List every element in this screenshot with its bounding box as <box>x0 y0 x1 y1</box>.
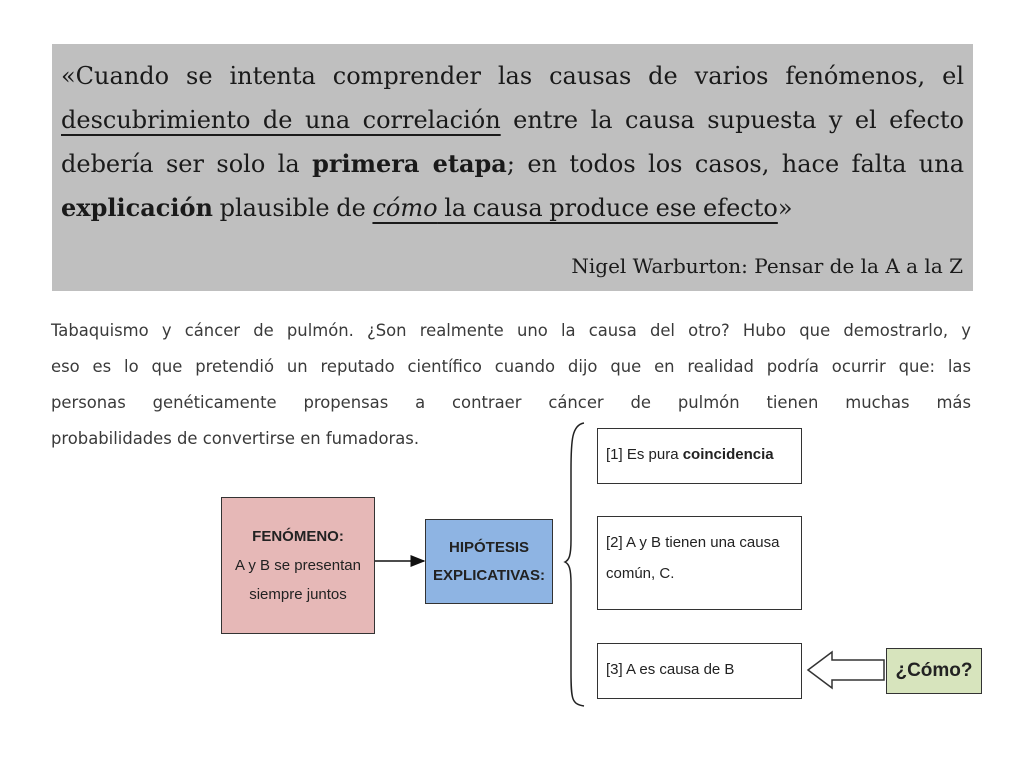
paragraph-line-1: Tabaquismo y cáncer de pulmón. ¿Son realmente uno la causa del otro? Hubo que demostrarlo, y <box>51 321 971 340</box>
como-question-box <box>886 648 982 694</box>
paragraph-line-4: probabilidades de convertirse en fumadoras. <box>51 429 420 448</box>
left-arrow-icon <box>808 652 884 688</box>
option-3-box <box>597 643 802 699</box>
quote-attribution: Nigel Warburton: Pensar de la A a la Z <box>571 254 963 278</box>
option-2-box <box>597 516 802 610</box>
option-2-line-1: [2] A y B tienen una causa <box>606 534 780 551</box>
quote-line-4-mid: plausible de <box>212 194 373 222</box>
quote-line-1: «Cuando se intenta comprender las causas de varios fenómenos, el <box>61 62 964 90</box>
fenomeno-title: FENÓMENO: <box>252 528 344 545</box>
option-1-prefix: [1] Es pura <box>606 446 683 463</box>
quote-line-2-rest: entre la causa supuesta y el efecto <box>500 106 965 134</box>
quote-line-3-start: debería ser solo la <box>61 150 313 178</box>
quote-closing-mark: » <box>777 194 793 222</box>
como-question: ¿Cómo? <box>895 660 973 681</box>
hipotesis-box <box>425 519 553 604</box>
quote-italic-como: cómo <box>372 194 438 222</box>
quote-line-4-under: la causa produce ese efecto <box>437 194 778 222</box>
paragraph-line-3: personas genéticamente propensas a contraer cáncer de pulmón tienen muchas más <box>51 393 971 412</box>
fenomeno-box <box>221 497 375 634</box>
paragraph-line-2: eso es lo que pretendió un reputado científico cuando dijo que en realidad podría ocurrir que: las <box>51 357 971 376</box>
option-3-text: [3] A es causa de B <box>606 661 735 678</box>
fenomeno-line-1: A y B se presentan <box>235 557 361 574</box>
fenomeno-line-2: siempre juntos <box>249 586 347 603</box>
options-brace <box>565 423 584 706</box>
quote-bold-primera-etapa: primera etapa <box>312 149 507 178</box>
hipotesis-line-1: HIPÓTESIS <box>448 538 530 556</box>
option-1-bold: coincidencia <box>682 446 774 463</box>
quote-bold-explicacion: explicación <box>61 193 213 222</box>
option-2-line-2: común, C. <box>606 565 675 582</box>
quote-line-3-end: ; en todos los casos, hace falta una <box>506 150 964 178</box>
option-1-box <box>597 428 802 484</box>
hipotesis-line-2: EXPLICATIVAS: <box>433 566 545 584</box>
quote-underlined-correlation: descubrimiento de una correlación <box>61 106 501 134</box>
